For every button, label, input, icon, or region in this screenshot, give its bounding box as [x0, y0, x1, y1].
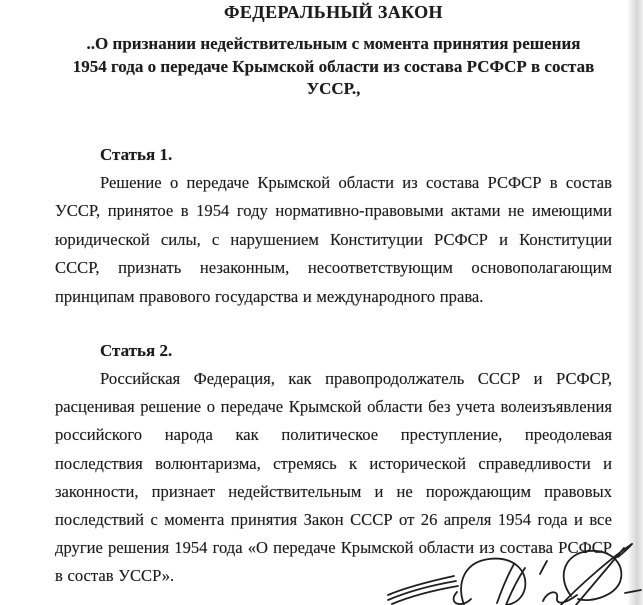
paragraph-line: российского народа как политическое преступление, преодолевая [55, 425, 612, 445]
paragraph-line: другие решения 1954 года «О передаче Крымской области из состава РСФСР [55, 538, 612, 558]
paragraph-line: расценивая решение о передаче Крымской области без учета волеизъявления [55, 397, 612, 417]
article-1-paragraph [55, 169, 612, 311]
paragraph-line: СССР, признать незаконным, несоответствующим основополагающим [55, 258, 612, 278]
paragraph-line: Российская Федерация, как правопродолжатель СССР и РСФСР, [100, 369, 612, 388]
document-subtitle [55, 33, 612, 101]
article-2-heading: Статья 2. [100, 341, 173, 360]
signature-scribble-icon [385, 540, 643, 605]
paragraph-line: в состав УССР». [55, 566, 175, 586]
paragraph-line: УССР, принятое в 1954 году нормативно-правовыми актами не имеющими [55, 201, 612, 221]
document-title: ФЕДЕРАЛЬНЫЙ ЗАКОН [224, 2, 443, 22]
article-1-heading: Статья 1. [100, 145, 173, 164]
paragraph-line: последствий с момента принятия Закон СССР от 26 апреля 1954 года и все [55, 510, 612, 530]
paragraph-line: Решение о передаче Крымской области из состава РСФСР в состав [100, 173, 612, 192]
paragraph-line: принципам правового государства и международного права. [55, 286, 484, 306]
paragraph-line: юридической силы, с нарушением Конституции РСФСР и Конституции [55, 229, 612, 249]
subtitle-line: УССР., [306, 79, 361, 98]
subtitle-line: 1954 года о передаче Крымской области из состава РСФСР в состав [72, 56, 595, 76]
page-edge-shadow [627, 0, 643, 605]
paragraph-line: последствия волюнтаризма, стремясь к исторической справедливости и [55, 453, 612, 473]
paragraph-line: законности, признает недействительным и не порождающим правовых [55, 481, 612, 501]
subtitle-line: ..О признании недействительным с момента принятия решения [86, 34, 581, 53]
